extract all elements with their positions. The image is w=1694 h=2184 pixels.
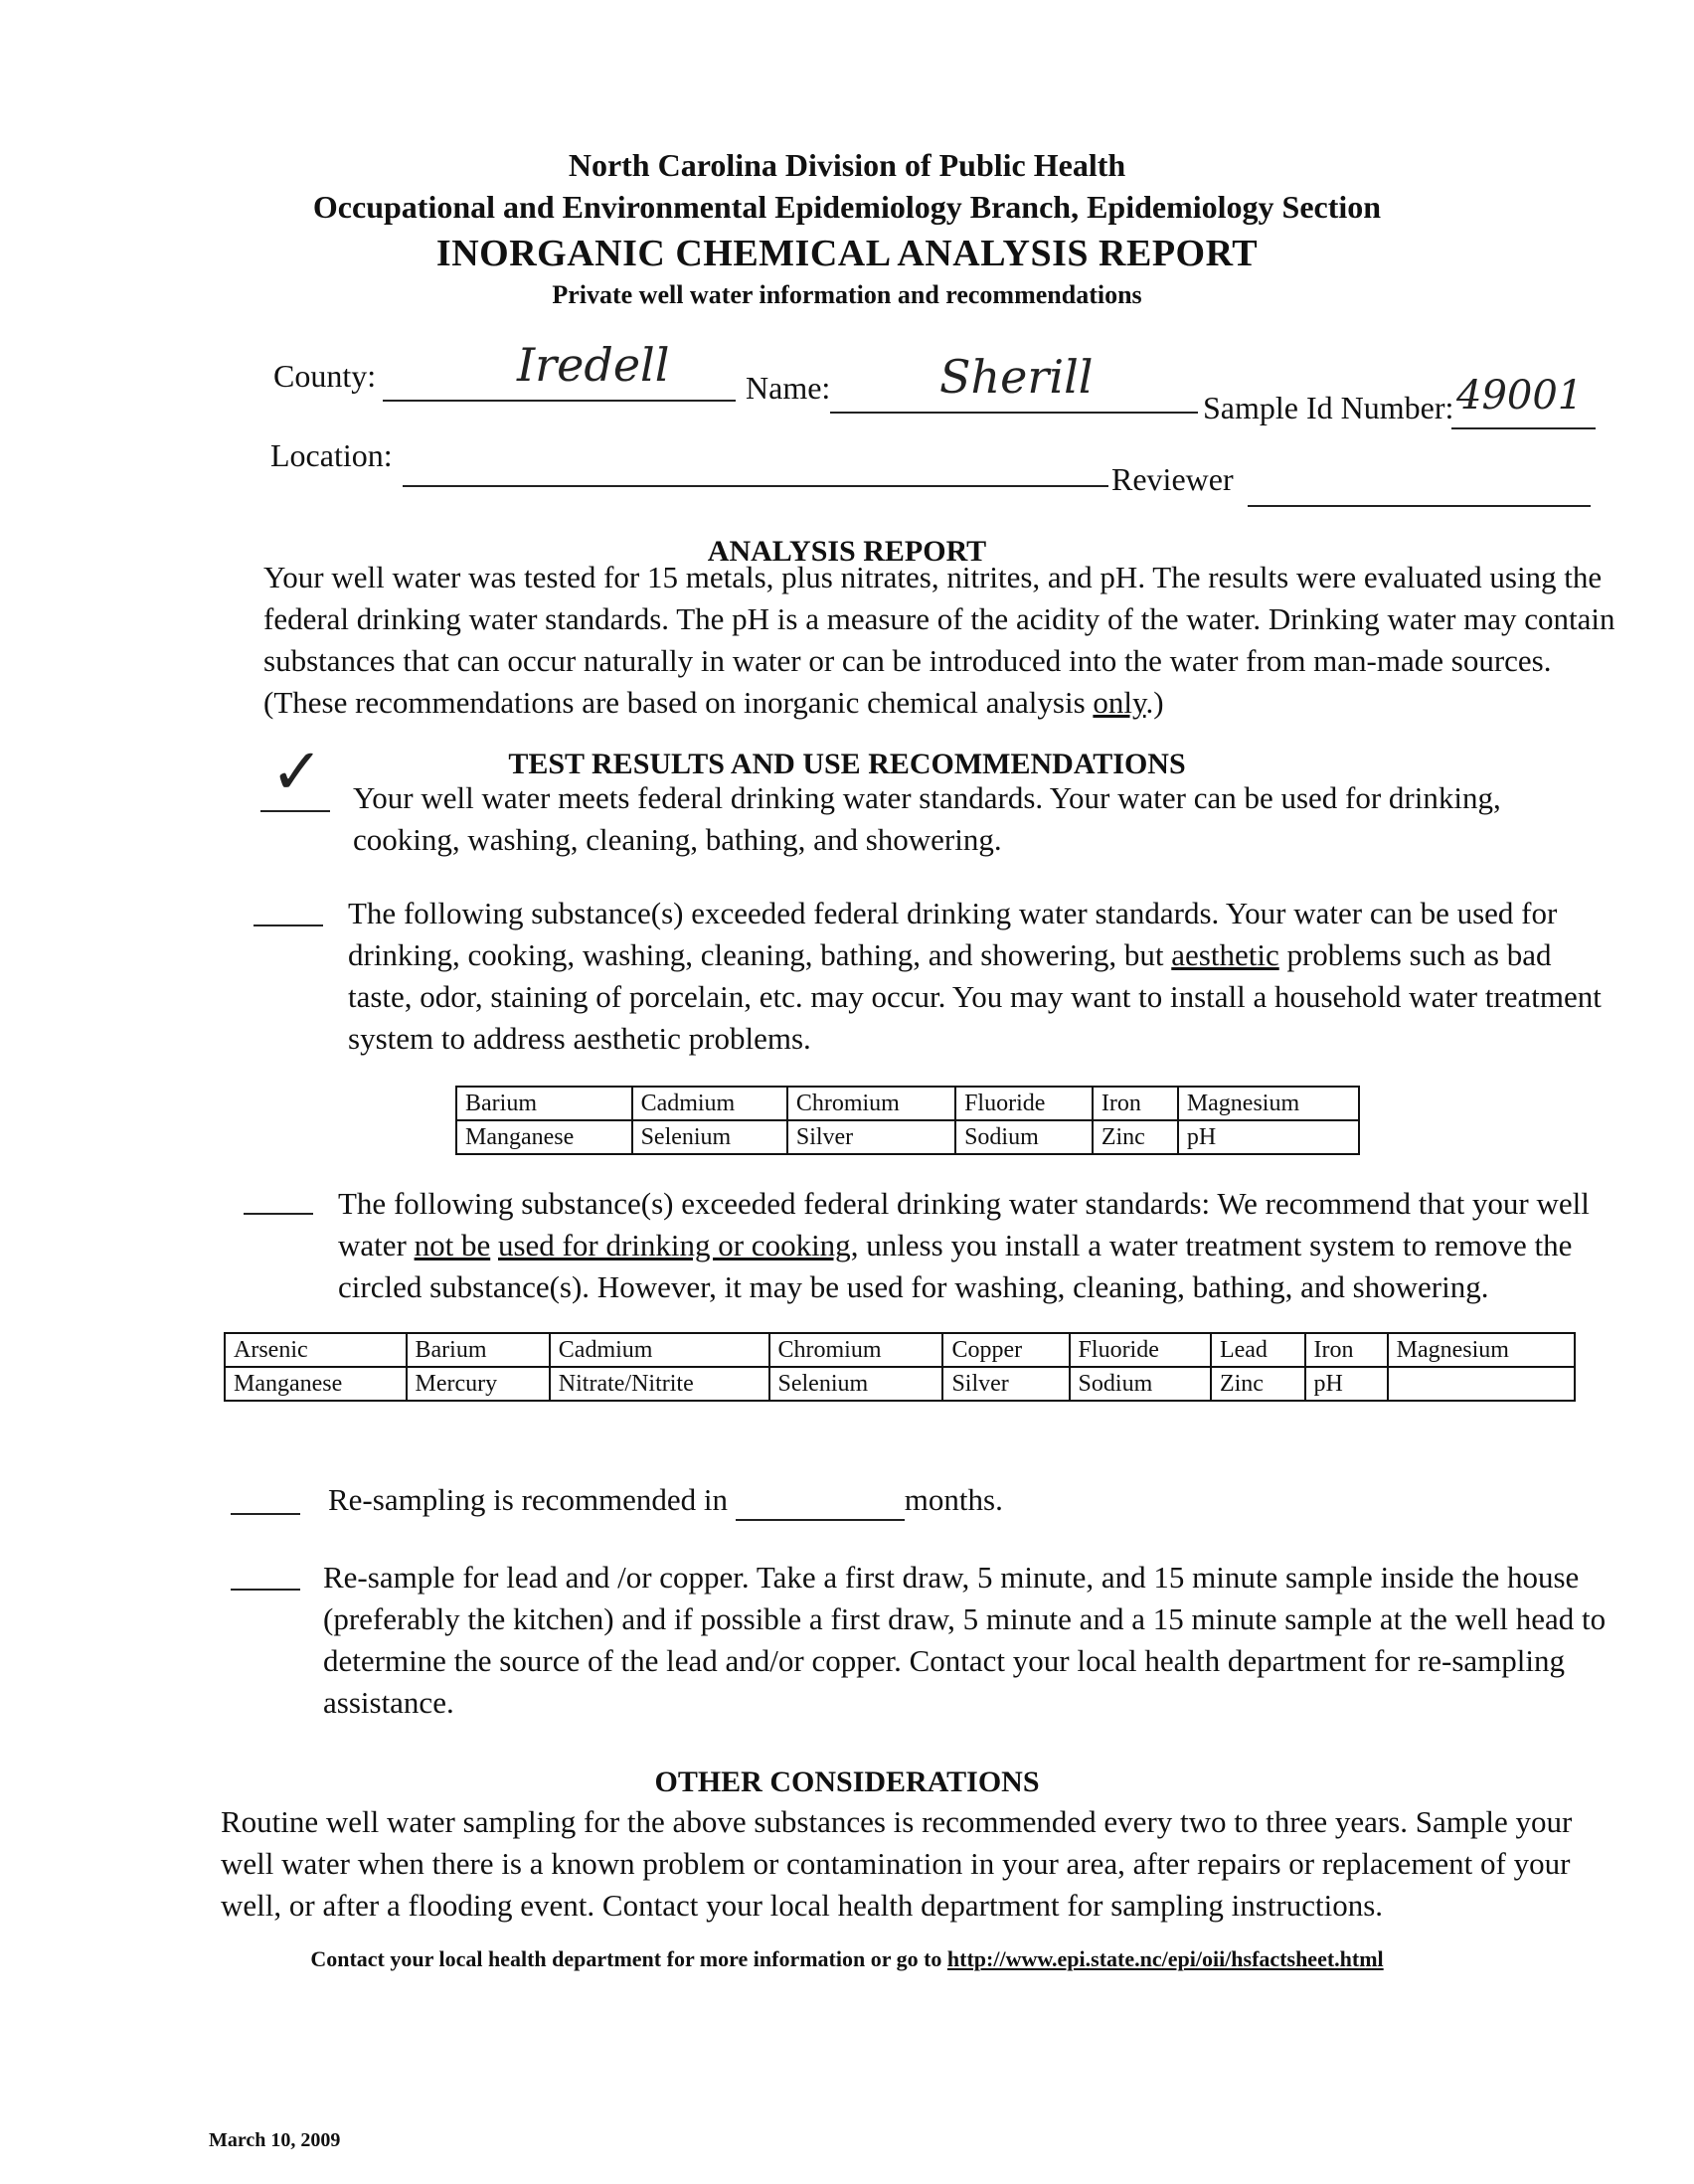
table-row xyxy=(456,1120,1359,1154)
table-cell xyxy=(1388,1367,1575,1401)
analysis-title: ANALYSIS REPORT xyxy=(707,535,987,568)
header-agency: North Carolina Division of Public Health xyxy=(568,147,1126,183)
table-cell: Barium xyxy=(456,1087,632,1120)
table-cell: pH xyxy=(1178,1120,1359,1154)
report-subtitle: Private well water information and recommendations xyxy=(552,280,1142,309)
footer-url-link[interactable]: http://www.epi.state.nc/epi/oii/hsfactsheet.html xyxy=(946,1946,1384,1971)
table-cell: Silver xyxy=(787,1120,955,1154)
analysis-text xyxy=(263,557,1615,724)
table-cell: Barium xyxy=(407,1333,550,1367)
results-title: TEST RESULTS AND USE RECOMMENDATIONS xyxy=(508,748,1186,780)
name-label: Name: xyxy=(746,370,831,406)
analysis-body: Your well water was tested for 15 metals, plus nitrates, nitrites, and pH. The results were evaluated using the federal drinking water standards. The pH is a measure of the acidity of the water. Drinking water may contain substances that can occur naturally in water or can be introduced into the water from man-made sources. (These recommendations are based on inorganic chemical analysis xyxy=(263,560,1615,720)
county-label: County: xyxy=(273,358,377,394)
opt3-blank[interactable] xyxy=(244,1213,313,1215)
table-cell: Sodium xyxy=(1070,1367,1211,1401)
header-branch: Occupational and Environmental Epidemiology Branch, Epidemiology Section xyxy=(312,189,1382,225)
opt2-a: The following substance(s) exceeded federal drinking water standards. Your water can be used for drinking, cooking, washing, cleaning, bathing, and showering, but xyxy=(348,896,1558,972)
table-cell: Iron xyxy=(1305,1333,1388,1367)
footer-contact xyxy=(0,1946,1694,1972)
sample-id-label: Sample Id Number: xyxy=(1203,390,1454,425)
opt3-a: The following substance(s) exceeded federal drinking water standards: We recommend that your well water xyxy=(338,1186,1590,1262)
table-cell: Fluoride xyxy=(955,1087,1093,1120)
county-line xyxy=(383,400,736,402)
check-mark: ✓ xyxy=(270,736,324,809)
table-cell: Zinc xyxy=(1093,1120,1178,1154)
sample-id-line xyxy=(1451,427,1596,429)
lead-copper-blank[interactable] xyxy=(231,1589,300,1591)
footer-contact-text: Contact your local health department for more information or go to xyxy=(310,1946,947,1971)
opt3-not-drinking: used for drinking or cooking xyxy=(497,1228,851,1262)
table-cell: Manganese xyxy=(456,1120,632,1154)
location-label: Location: xyxy=(270,437,393,473)
table-row xyxy=(225,1367,1575,1401)
table-cell: Selenium xyxy=(769,1367,943,1401)
table-cell: Iron xyxy=(1093,1087,1178,1120)
table-cell: Silver xyxy=(942,1367,1069,1401)
opt1-text: Your well water meets federal drinking water standards. Your water can be used for drinking, cooking, washing, cleaning, bathing, and showering. xyxy=(353,780,1501,857)
table-cell: Mercury xyxy=(407,1367,550,1401)
resample-text xyxy=(328,1479,1521,1521)
opt2-b: problems such as bad taste, odor, staining of porcelain, etc. may occur. You may want to install a household water treatment system to address aesthetic problems. xyxy=(348,937,1602,1056)
other-text: Routine well water sampling for the above substances is recommended every two to three years. Sample your well water when there is a known problem or contamination in your area, after repairs or replacement of your well, or after a flooding event. Contact your local health department for sampling instructions. xyxy=(221,1804,1573,1923)
other-title: OTHER CONSIDERATIONS xyxy=(654,1765,1040,1798)
table-cell: Sodium xyxy=(955,1120,1093,1154)
table-row xyxy=(456,1087,1359,1120)
table-cell: Manganese xyxy=(225,1367,407,1401)
table-cell: Cadmium xyxy=(550,1333,769,1367)
report-title: INORGANIC CHEMICAL ANALYSIS REPORT xyxy=(435,233,1259,274)
table-cell: pH xyxy=(1305,1367,1388,1401)
revision-date: March 10, 2009 xyxy=(209,2129,341,2151)
opt3-b: , unless you install a water treatment system to remove the circled substance(s). However, it may be used for washing, cleaning, bathing, and showering. xyxy=(338,1228,1573,1304)
table-cell: Copper xyxy=(942,1333,1069,1367)
opt2-aesthetic: aesthetic xyxy=(1171,937,1279,972)
opt3-not-be: not be xyxy=(414,1228,491,1262)
table-cell: Magnesium xyxy=(1388,1333,1575,1367)
table-row xyxy=(225,1333,1575,1367)
table-cell: Fluoride xyxy=(1070,1333,1211,1367)
aesthetic-substances-table xyxy=(455,1086,1360,1155)
table-cell: Nitrate/Nitrite xyxy=(550,1367,769,1401)
table-cell: Chromium xyxy=(787,1087,955,1120)
resample-b: months. xyxy=(904,1482,1003,1517)
analysis-end: .) xyxy=(1145,685,1164,720)
reviewer-label: Reviewer xyxy=(1111,461,1234,497)
table-cell: Arsenic xyxy=(225,1333,407,1367)
table-cell: Lead xyxy=(1211,1333,1305,1367)
opt3-text xyxy=(338,1183,1620,1308)
analysis-only: only xyxy=(1093,685,1146,720)
table-cell: Selenium xyxy=(632,1120,787,1154)
sample-id-value: 49001 xyxy=(1456,373,1584,419)
table-cell: Magnesium xyxy=(1178,1087,1359,1120)
location-line xyxy=(403,485,1108,487)
health-substances-table xyxy=(224,1332,1576,1402)
county-value: Iredell xyxy=(517,338,670,392)
reviewer-line xyxy=(1248,505,1591,507)
table-cell: Chromium xyxy=(769,1333,943,1367)
resample-a: Re-sampling is recommended in xyxy=(328,1482,729,1517)
table-cell: Zinc xyxy=(1211,1367,1305,1401)
name-value: Sherill xyxy=(939,350,1094,404)
resample-blank[interactable] xyxy=(231,1513,300,1515)
opt2-blank[interactable] xyxy=(254,924,323,926)
name-line xyxy=(830,412,1198,414)
resample-months-blank[interactable] xyxy=(736,1489,905,1521)
table-cell: Cadmium xyxy=(632,1087,787,1120)
opt2-text xyxy=(348,893,1620,1060)
lead-copper-text: Re-sample for lead and /or copper. Take a first draw, 5 minute, and 15 minute sample inside the house (preferably the kitchen) and if possible a first draw, 5 minute and a 15 minute sample at the well head to determine the source of the lead and/or copper. Contact your local health department for re-sampling assistance. xyxy=(323,1560,1607,1720)
opt1-blank[interactable] xyxy=(260,810,330,812)
